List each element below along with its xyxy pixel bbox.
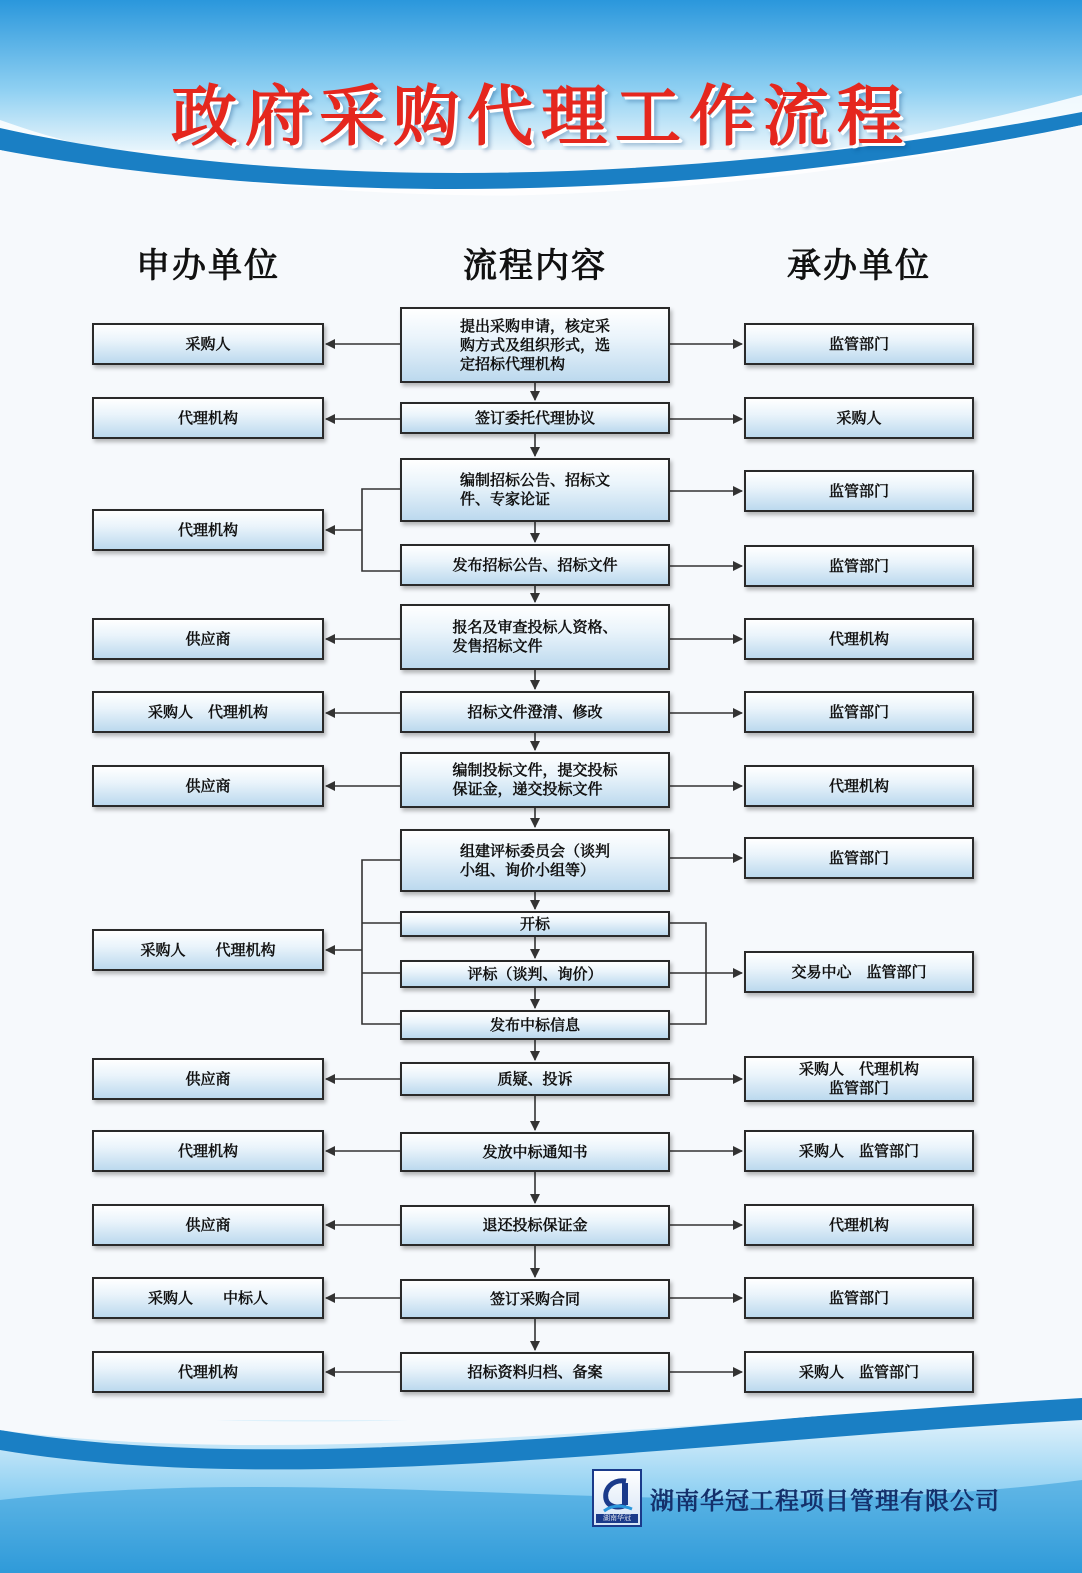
right-box-13 bbox=[744, 1277, 974, 1319]
step-3-label: 编制招标公告、招标文 件、专家论证 bbox=[459, 471, 610, 508]
left-box-1-label: 采购人 bbox=[185, 334, 231, 353]
step-12-label: 质疑、投诉 bbox=[497, 1069, 573, 1088]
step-8 bbox=[400, 829, 670, 892]
step-2 bbox=[400, 402, 670, 434]
left-box-4-label: 供应商 bbox=[185, 629, 231, 648]
right-box-9 bbox=[744, 951, 974, 993]
right-box-11-label: 采购人 监管部门 bbox=[798, 1141, 919, 1160]
company-name: 湖南华冠工程项目管理有限公司 bbox=[650, 1486, 1000, 1515]
right-box-11 bbox=[744, 1130, 974, 1172]
step-15 bbox=[400, 1279, 670, 1319]
right-box-2-label: 采购人 bbox=[836, 408, 882, 427]
page-title: 政府采购代理工作流程 bbox=[171, 78, 911, 155]
right-box-6 bbox=[744, 691, 974, 733]
left-box-7 bbox=[92, 929, 324, 971]
step-6-label: 招标文件澄清、修改 bbox=[467, 702, 603, 721]
step-6 bbox=[400, 691, 670, 733]
left-box-8-label: 供应商 bbox=[185, 1069, 231, 1088]
left-box-11 bbox=[92, 1277, 324, 1319]
right-box-12-label: 代理机构 bbox=[828, 1215, 889, 1234]
step-14-label: 退还投标保证金 bbox=[482, 1216, 588, 1234]
left-box-9-label: 代理机构 bbox=[177, 1141, 238, 1160]
left-box-1 bbox=[92, 323, 324, 365]
right-box-3-label: 监管部门 bbox=[828, 481, 889, 500]
right-box-6-label: 监管部门 bbox=[828, 702, 889, 721]
left-box-10 bbox=[92, 1204, 324, 1246]
right-box-10-label: 采购人 代理机构 监管部门 bbox=[798, 1060, 919, 1097]
step-16-label: 招标资料归档、备案 bbox=[467, 1362, 603, 1381]
right-box-13-label: 监管部门 bbox=[828, 1288, 889, 1307]
step-11 bbox=[400, 1010, 670, 1040]
step-16 bbox=[400, 1352, 670, 1392]
left-box-6 bbox=[92, 765, 324, 807]
step-9 bbox=[400, 911, 670, 937]
step-2-label: 签订委托代理协议 bbox=[474, 408, 595, 427]
step-4-label: 发布招标公告、招标文件 bbox=[452, 555, 618, 574]
footer bbox=[592, 1468, 1000, 1528]
step-10-label: 评标（谈判、询价） bbox=[467, 964, 603, 983]
right-box-1 bbox=[744, 323, 974, 365]
step-15-label: 签订采购合同 bbox=[489, 1289, 580, 1308]
company-logo-icon bbox=[600, 1475, 634, 1515]
right-box-9-label: 交易中心 监管部门 bbox=[791, 962, 927, 981]
left-box-12-label: 代理机构 bbox=[177, 1362, 238, 1381]
column-header-right: 承办单位 bbox=[787, 246, 931, 286]
step-8-label: 组建评标委员会（谈判 小组、询价小组等） bbox=[459, 841, 610, 879]
right-box-7-label: 代理机构 bbox=[828, 776, 889, 795]
step-4 bbox=[400, 544, 670, 586]
left-box-8 bbox=[92, 1058, 324, 1100]
left-box-6-label: 供应商 bbox=[185, 776, 231, 795]
step-1-label: 提出采购申请，核定采 购方式及组织形式，选 定招标代理机构 bbox=[459, 316, 610, 373]
right-box-8-label: 监管部门 bbox=[828, 848, 889, 867]
left-box-3 bbox=[92, 509, 324, 551]
right-box-12 bbox=[744, 1204, 974, 1246]
step-12 bbox=[400, 1062, 670, 1096]
right-box-7 bbox=[744, 765, 974, 807]
right-box-8 bbox=[744, 837, 974, 879]
left-box-5 bbox=[92, 691, 324, 733]
step-11-label: 发布中标信息 bbox=[489, 1015, 580, 1034]
right-box-4 bbox=[744, 545, 974, 587]
left-box-3-label: 代理机构 bbox=[177, 520, 238, 539]
left-box-5-label: 采购人 代理机构 bbox=[147, 702, 268, 721]
right-box-4-label: 监管部门 bbox=[828, 556, 889, 575]
company-logo bbox=[592, 1469, 642, 1527]
right-box-14 bbox=[744, 1351, 974, 1393]
right-box-1-label: 监管部门 bbox=[828, 334, 889, 353]
column-header-middle: 流程内容 bbox=[463, 246, 607, 286]
left-box-4 bbox=[92, 618, 324, 660]
step-7-label: 编制投标文件，提交投标 保证金，递交投标文件 bbox=[452, 761, 618, 798]
step-13 bbox=[400, 1132, 670, 1172]
left-box-9 bbox=[92, 1130, 324, 1172]
right-box-5 bbox=[744, 618, 974, 660]
step-9-label: 开标 bbox=[519, 914, 550, 933]
right-box-14-label: 采购人 监管部门 bbox=[798, 1362, 919, 1381]
left-box-7-label: 采购人 代理机构 bbox=[140, 940, 276, 959]
right-box-3 bbox=[744, 470, 974, 512]
step-3 bbox=[400, 458, 670, 522]
left-box-11-label: 采购人 中标人 bbox=[147, 1288, 268, 1307]
column-header-left: 申办单位 bbox=[136, 246, 280, 286]
step-10 bbox=[400, 960, 670, 988]
step-5 bbox=[400, 604, 670, 670]
left-box-12 bbox=[92, 1351, 324, 1393]
right-box-5-label: 代理机构 bbox=[828, 629, 889, 648]
right-box-2 bbox=[744, 397, 974, 439]
left-box-2 bbox=[92, 397, 324, 439]
left-box-2-label: 代理机构 bbox=[177, 408, 238, 427]
step-5-label: 报名及审查投标人资格、 发售招标文件 bbox=[452, 618, 618, 655]
step-7 bbox=[400, 752, 670, 808]
logo-caption: 湖南华冠 bbox=[596, 1514, 638, 1523]
right-box-10 bbox=[744, 1056, 974, 1102]
left-box-10-label: 供应商 bbox=[185, 1215, 231, 1234]
step-13-label: 发放中标通知书 bbox=[482, 1142, 588, 1161]
step-1 bbox=[400, 307, 670, 383]
step-14 bbox=[400, 1205, 670, 1246]
